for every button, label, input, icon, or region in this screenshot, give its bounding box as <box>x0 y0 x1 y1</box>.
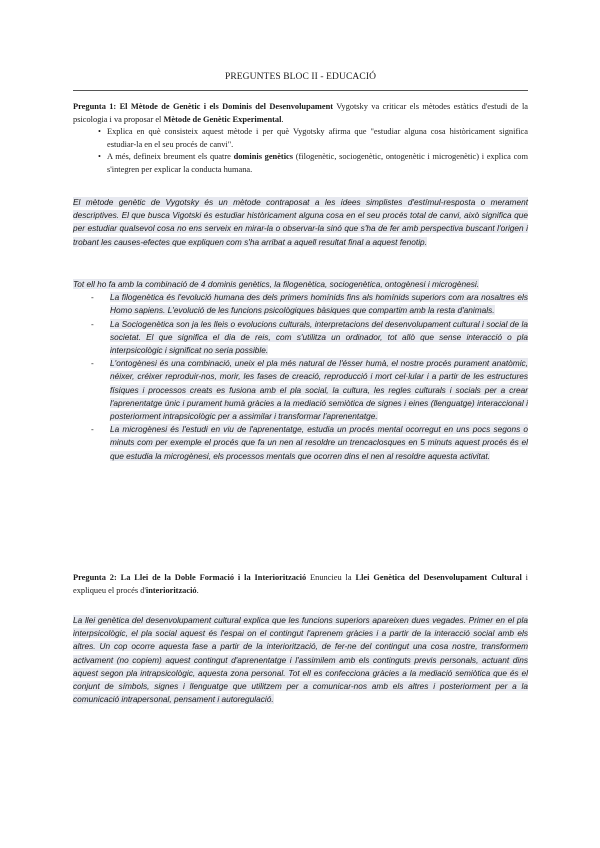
answer-2-intro <box>73 278 528 291</box>
answer-3-text: La llei genètica del desenvolupament cultural explica que les funcions superiors apareixen dues vegades. Primer en el pla interpsicològic, el pla social aquest és l'espai on el contingut l'aprenem gràcies i a partir de la interacció social amb els altres. Un cop ocorre aquesta fase a partir de la interiorització, de fer-ne del contingut una cosa nostre, transformem activament (no copiem) aquest contingut d'aprenentatge i l'assimilem amb els continguts previs personals, actuant dins aquest segon pla intrapsicològic, aquesta zona personal. Tot ell es confecciona gràcies a la mediació semiòtica que és el conjunt de símbols, signes i llenguatge que utilitzem per a comunicar-nos amb els altres i posteriorment per a la comunicació intrapersonal, pensament i autoregulació. <box>73 615 528 705</box>
answer-2 <box>73 278 528 463</box>
question-2-heading: Pregunta 2: La Llei de la Doble Formació i la Interiorització <box>73 573 307 582</box>
bullet-2-text-b: (filogenètic, sociogenètic, ontogenètic i microgenètic) i explica com s'integren per explicar la conducta humana. <box>107 152 528 174</box>
bullet-2-text-a: A més, defineix breument els quatre <box>107 152 234 162</box>
question-1-heading: Pregunta 1: El Mètode de Genètic i els Dominis del Desenvolupament <box>73 102 334 111</box>
list-item <box>110 357 528 423</box>
title-divider <box>73 90 528 91</box>
list-item-text: L'ontogènesi és una combinació, uneix el pla més natural de l'ésser humà, el nostre procés purament anatòmic, néixer, créixer reproduir-nos, morir, les fases de creació, reproducció i mort cel·lular i a partir de les estructures físiques i processos creats es fusiona amb el pla social, la cultura, les regles culturals i socials per a crear l'aprenentatge únic i purament humà gràcies a la mediació semiòtica de signes i eines (llenguatge) interaccional i posteriorment intrapsicològic per a assimilar i transformar l'aprenentatge. <box>110 358 528 422</box>
list-item-text: La filogenètica és l'evolució humana des dels primers homínids fins als homínids superiors com ara nosaltres els Homo sapiens. L'evolució de les funcions psicològiques bàsiques que compartim amb la resta d'animals. <box>110 292 528 316</box>
question-1-text-a: Vygotsky va criticar els mètodes estàtics d'estudi de la psicologia i va proposar el <box>73 102 528 124</box>
bullet-2-bold: dominis genètics <box>233 152 294 162</box>
question-2-text-a: Enuncieu la <box>306 573 356 582</box>
list-item <box>110 318 528 358</box>
question-1-intro <box>73 101 528 126</box>
question-1-text-b: . <box>281 114 284 124</box>
question-1-method-name: Mètode de Genètic Experimental <box>163 114 282 124</box>
answer-1-text: El mètode genètic de Vygotsky és un mètode contraposat a les idees simplistes d'estímul-resposta o merament descriptives. El que busca Vigotski és estudiar històricament alguna cosa en el seu procés total de canvi, això significa que per estudiar qualsevol cosa no ens serveix en mirar-la o observar-la sinó que s'ha de fer amb perspectiva buscant l'origen i trobant les causes-efectes que expliquen com s'ha arribat a aquell resultat final a aquest fenotip. <box>73 197 528 247</box>
list-item-text: La microgènesi és l'estudi en viu de l'aprenentatge, estudia un procés mental ocorregut en uns pocs segons o minuts com per exemple el procés que fa un nen al resoldre un trencaclosques en 5 minuts aquest procés és el que estudia la microgènesi, els processos mentals que ocorren dins el nen al resoldre aquesta activitat. <box>110 424 528 461</box>
answer-1 <box>73 196 528 249</box>
question-2 <box>73 572 528 597</box>
page-title: PREGUNTES BLOC II - EDUCACIÓ <box>224 72 377 82</box>
question-2-law-name: Llei Genètica del Desenvolupament Cultural <box>355 573 522 582</box>
question-2-text-b: i expliqueu el procés d' <box>73 573 529 595</box>
list-item <box>110 291 528 317</box>
answer-2-list <box>73 291 528 463</box>
question-2-text-c: . <box>196 585 199 595</box>
answer-2-intro-text: Tot ell ho fa amb la combinació de 4 dominis genètics, la filogenètica, sociogenètica, ontogènesi i microgènesi. <box>73 279 480 289</box>
question-1-bullet-2 <box>107 151 528 176</box>
question-1-bullet-1: • Explica en què consisteix aquest mètode i per què Vygotsky afirma que "estudiar alguna cosa històricament significa estudiar-la en el seu procés de canvi". <box>107 126 528 151</box>
question-1-bullets <box>73 126 528 176</box>
list-item <box>110 423 528 463</box>
list-item-text: La Sociogenètica son ja les lleis o evolucions culturals, interpretacions del desenvolupament cultural i social de la societat. El que significa el dia de reis, com s'utilitza un ordinador, tot allò que sense interacció o pla interpsicològic i significat no seria possible. <box>110 318 528 356</box>
answer-3 <box>73 614 528 706</box>
question-2-interiorization: interiorització <box>145 585 197 595</box>
question-1 <box>73 101 528 177</box>
